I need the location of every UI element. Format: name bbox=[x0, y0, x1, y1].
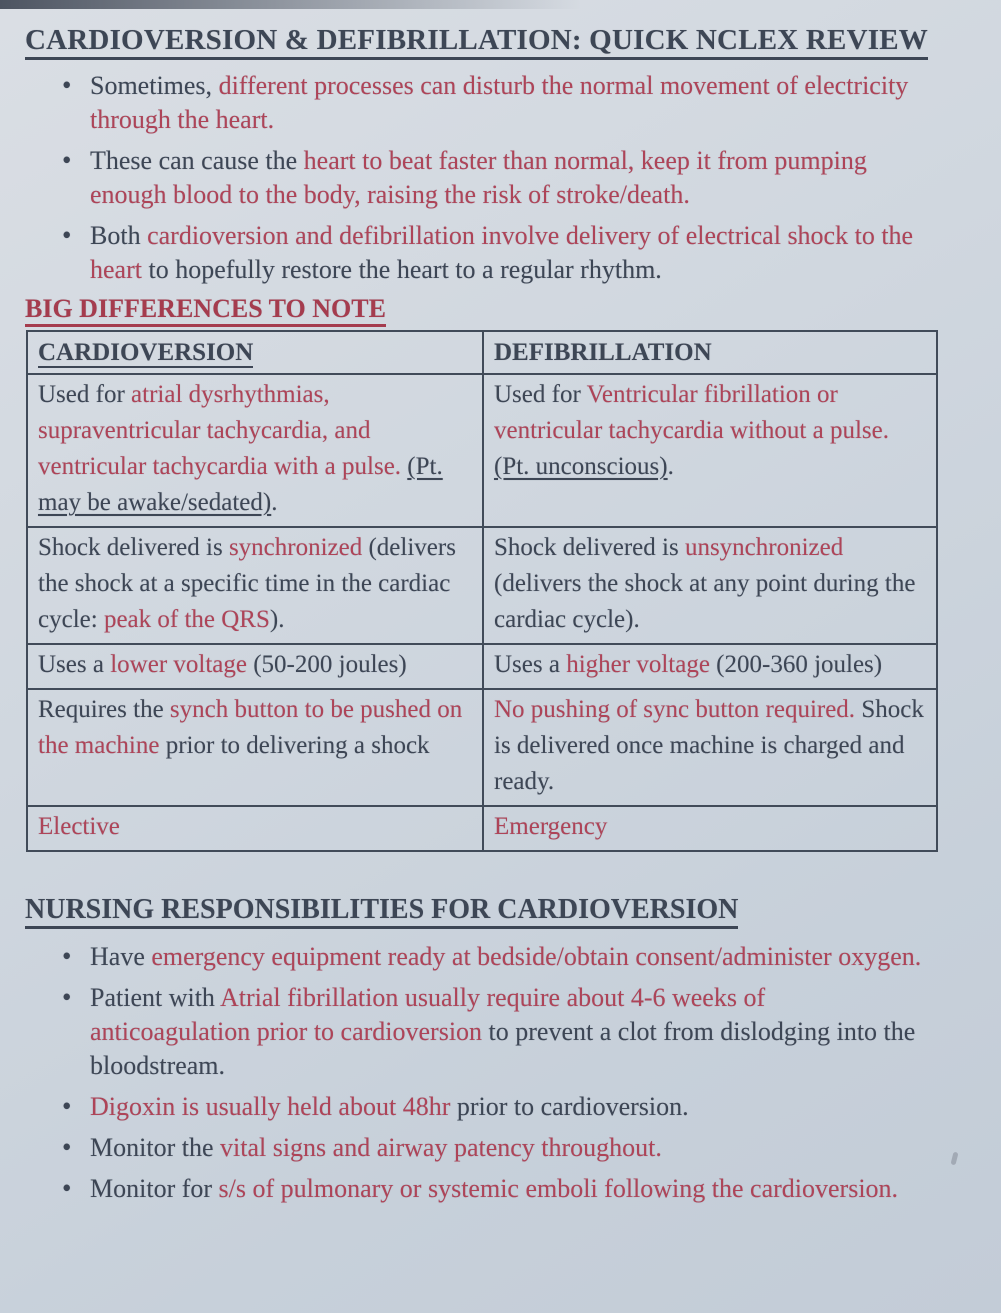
text-segment: Shock delivered is bbox=[38, 534, 229, 561]
cell-cardioversion bbox=[27, 644, 483, 689]
table-row bbox=[27, 644, 937, 689]
text-segment: peak of the QRS bbox=[103, 606, 270, 633]
cell-cardioversion bbox=[27, 806, 483, 851]
text-segment: . bbox=[271, 489, 278, 516]
text-segment: Elective bbox=[38, 813, 120, 840]
text-segment: Monitor for bbox=[90, 1174, 219, 1203]
text-segment: prior to cardioversion. bbox=[456, 1092, 689, 1121]
text-segment: (delivers the shock at any point during the cardiac cycle). bbox=[494, 570, 916, 633]
text-segment: (delivers the shock at a specific time in the cardiac cycle: bbox=[38, 534, 456, 633]
text-segment: Both bbox=[90, 221, 148, 250]
text-segment: atrial dysrhythmias, supraventricular tachycardia, and ventricular tachycardia with a pulse. bbox=[38, 381, 402, 480]
differences-heading-text: BIG DIFFERENCES TO NOTE bbox=[25, 294, 386, 327]
text-segment: Ventricular fibrillation or ventricular tachycardia without a pulse. bbox=[494, 381, 889, 444]
list-item bbox=[60, 940, 931, 974]
text-segment: These can cause the bbox=[90, 146, 304, 175]
cell-defibrillation bbox=[483, 527, 937, 644]
table-row bbox=[27, 527, 937, 644]
text-segment: synch button to be pushed on the machine bbox=[38, 696, 463, 759]
text-segment: vital signs and airway patency throughout. bbox=[220, 1133, 662, 1162]
differences-heading bbox=[25, 294, 931, 324]
text-segment: Atrial fibrillation usually require about 4-6 weeks of anticoagulation prior to cardioversion bbox=[90, 983, 766, 1046]
text-segment: (200-360 joules) bbox=[709, 651, 883, 678]
photo-edge-shadow bbox=[0, 0, 581, 9]
nursing-heading bbox=[25, 894, 931, 926]
text-segment: (50-200 joules) bbox=[246, 651, 407, 678]
text-segment: ). bbox=[269, 606, 285, 633]
text-segment: cardioversion and defibrillation involve delivery of electrical shock to the heart bbox=[90, 221, 914, 284]
page-title-text: CARDIOVERSION & DEFIBRILLATION: QUICK NCLEX REVIEW bbox=[25, 24, 928, 60]
text-segment: Uses a bbox=[494, 651, 567, 678]
text-segment: synchronized bbox=[228, 534, 363, 561]
text-segment: No pushing of sync button required. bbox=[494, 696, 856, 723]
table-row bbox=[27, 689, 937, 806]
cell-cardioversion bbox=[27, 689, 483, 806]
list-item bbox=[60, 981, 931, 1083]
text-segment: Monitor the bbox=[90, 1133, 220, 1162]
intro-bullet-list bbox=[25, 69, 931, 287]
list-item bbox=[60, 1090, 931, 1124]
text-segment: Requires the bbox=[38, 696, 170, 723]
cell-cardioversion bbox=[27, 374, 483, 527]
column-header-cardioversion-text: CARDIOVERSION bbox=[38, 339, 254, 366]
text-segment: prior to delivering a shock bbox=[159, 732, 430, 759]
text-segment: to prevent a clot from dislodging into the bloodstream. bbox=[90, 1017, 916, 1080]
page-title bbox=[25, 24, 931, 57]
text-segment: different processes can disturb the normal movement of electricity through the heart. bbox=[90, 71, 909, 134]
text-segment: Emergency bbox=[494, 813, 608, 840]
text-segment: Sometimes, bbox=[90, 71, 219, 100]
text-segment: heart to beat faster than normal, keep it from pumping enough blood to the body, raising the risk of stroke/death. bbox=[90, 146, 867, 209]
text-segment: Patient with bbox=[90, 983, 220, 1012]
table-row bbox=[27, 806, 937, 851]
comparison-table bbox=[26, 330, 938, 852]
text-segment: Have bbox=[90, 942, 152, 971]
text-segment: to hopefully restore the heart to a regular rhythm. bbox=[148, 255, 662, 284]
text-segment: unsynchronized bbox=[684, 534, 844, 561]
list-item bbox=[60, 1172, 931, 1206]
list-item bbox=[60, 69, 931, 137]
text-segment: higher voltage bbox=[566, 651, 710, 678]
text-segment: Shock is delivered once machine is charged and ready. bbox=[494, 696, 924, 795]
list-item bbox=[60, 144, 931, 212]
column-header-defibrillation-text: DEFIBRILLATION bbox=[494, 339, 712, 366]
cell-defibrillation bbox=[483, 806, 937, 851]
text-segment: Uses a bbox=[38, 651, 111, 678]
cell-defibrillation bbox=[483, 374, 937, 527]
text-segment: Digoxin is usually held about 48hr bbox=[90, 1092, 457, 1121]
text-segment: s/s of pulmonary or systemic emboli following the cardioversion. bbox=[218, 1174, 899, 1203]
column-header-defibrillation bbox=[483, 331, 937, 374]
text-segment: Used for bbox=[494, 381, 587, 408]
text-segment: . bbox=[667, 453, 674, 480]
text-segment: (Pt. may be awake/sedated) bbox=[38, 453, 443, 516]
cell-defibrillation bbox=[483, 644, 937, 689]
text-segment: Used for bbox=[38, 381, 132, 408]
table-header-row bbox=[27, 331, 937, 374]
table-row bbox=[27, 374, 937, 527]
text-segment: emergency equipment ready at bedside/obtain consent/administer oxygen. bbox=[151, 942, 922, 971]
nursing-bullet-list bbox=[25, 940, 931, 1206]
cell-cardioversion bbox=[27, 527, 483, 644]
cell-defibrillation bbox=[483, 689, 937, 806]
list-item bbox=[60, 1131, 931, 1165]
text-segment: Shock delivered is bbox=[494, 534, 685, 561]
text-segment: lower voltage bbox=[110, 651, 247, 678]
photo-artifact-speck bbox=[951, 1152, 959, 1166]
text-segment: (Pt. unconscious) bbox=[494, 453, 668, 480]
nursing-heading-text: NURSING RESPONSIBILITIES FOR CARDIOVERSION bbox=[25, 894, 738, 929]
list-item bbox=[60, 219, 931, 287]
column-header-cardioversion bbox=[27, 331, 483, 374]
